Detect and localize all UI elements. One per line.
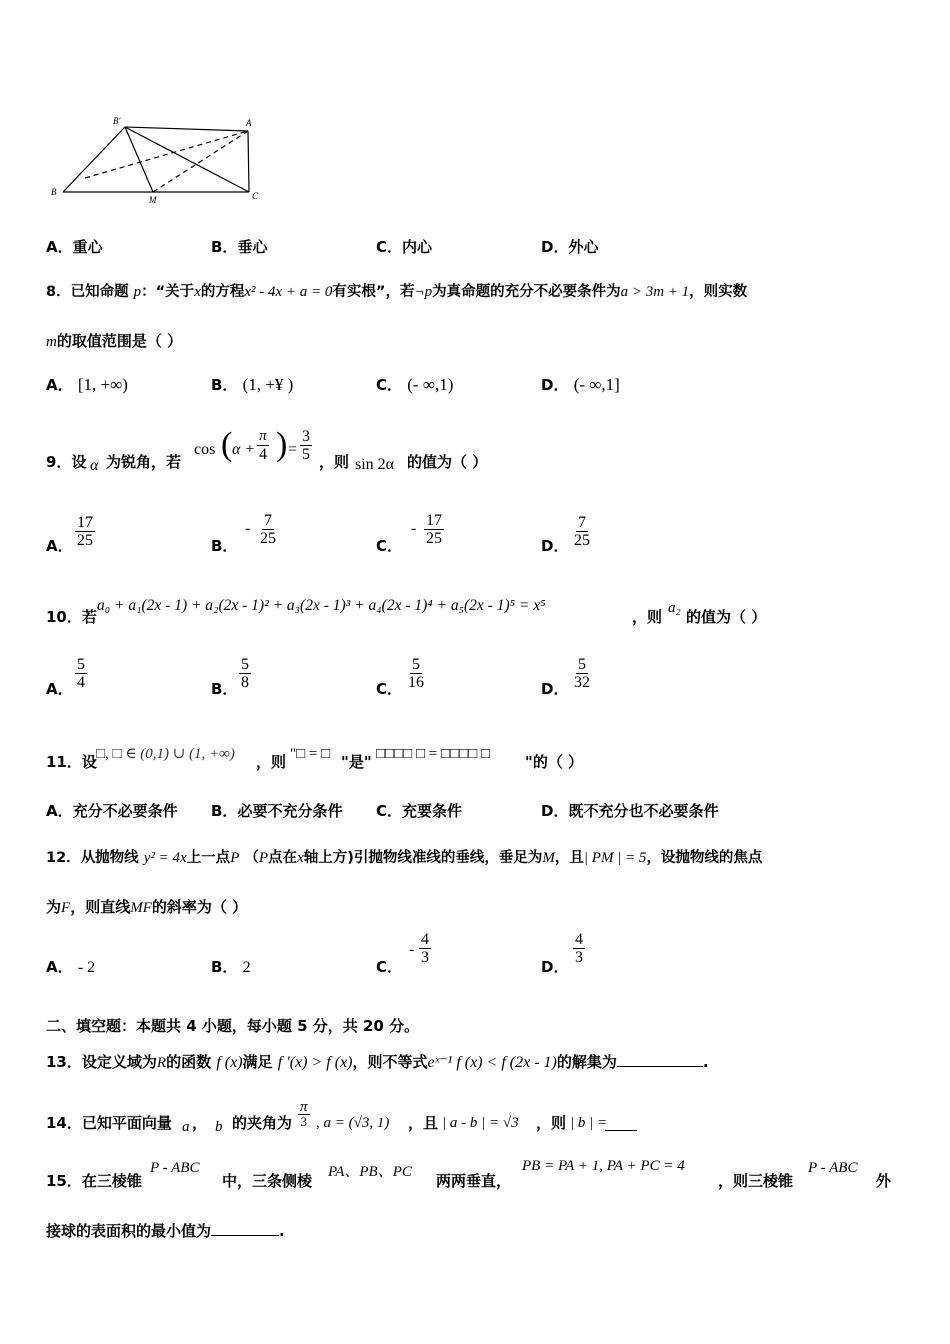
q12-option-c-frac: $\frac{4}{3}$ — [421, 931, 429, 966]
q9-stem: 9．设 — [46, 453, 87, 471]
q8-stem-line2: m的取值范围是（ ） — [46, 332, 183, 350]
q9-option-c-sign: - — [411, 520, 417, 537]
q12-option-a: A． - 2 — [46, 958, 96, 976]
q15-stem-line1: 15．在三棱锥 — [46, 1172, 142, 1190]
section-2-title: 二、填空题：本题共 4 小题，每小题 5 分，共 20 分。 — [46, 1017, 420, 1035]
q12-stem-line1: 12．从抛物线 y² = 4x上一点P （P点在x轴上方)引抛物线准线的垂线，垂足为M，且| PM | = 5，设抛物线的焦点 — [46, 850, 763, 866]
q9-option-c-frac: $\frac{17}{25}$ — [426, 512, 442, 547]
q15-text-edges: 中，三条侧棱 — [222, 1172, 313, 1190]
q14-text-angle: 的夹角为 — [232, 1114, 293, 1132]
label-c: C — [252, 191, 259, 201]
q10-option-d: D． — [541, 680, 569, 698]
q11-option-b: B．必要不充分条件 — [211, 802, 343, 820]
q10-option-a-frac: $\frac{5}{4}$ — [77, 656, 85, 691]
q11-option-c: C．充要条件 — [376, 802, 463, 820]
q11-option-a: A．充分不必要条件 — [46, 802, 178, 820]
q14-pi-over-3: $\frac{\pi}{3}$ — [300, 1099, 308, 1129]
segment-bprime-b — [63, 127, 125, 192]
q10-option-c-frac: $\frac{5}{16}$ — [408, 656, 424, 691]
q14-blank — [605, 1130, 637, 1131]
q15-pabc: P - ABC — [150, 1160, 200, 1176]
q7-option-b: B．垂心 — [211, 238, 268, 256]
q14-cond: | a - b | = √3 — [442, 1115, 519, 1131]
q9-alpha: α — [90, 457, 99, 474]
q9-text-then: ，则 — [319, 453, 350, 471]
q8-option-c: C． (- ∞,1) — [376, 375, 454, 394]
q15-text-then: ，则三棱锥 — [718, 1172, 794, 1190]
q14-comma: ， — [192, 1114, 208, 1132]
q11-cond2: □□□□ □ = □□□□ □ — [376, 746, 491, 762]
q14-a: a — [182, 1119, 190, 1135]
segment-bprime-c — [125, 127, 249, 192]
q9-text-acute: 为锐角，若 — [106, 453, 182, 471]
segment-m-a-dashed — [153, 131, 248, 192]
q14-stem-part1: 14．已知平面向量 — [46, 1114, 172, 1132]
q15-text-perp: 两两垂直， — [436, 1172, 512, 1190]
q9-option-b: B． — [211, 537, 238, 555]
q9-option-a: A． — [46, 537, 73, 555]
label-b: B — [51, 187, 57, 197]
q8-option-b: B． (1, +¥ ) — [211, 375, 294, 394]
q9-option-c: C． — [376, 537, 403, 555]
q15-edges: PA、PB、PC — [328, 1164, 412, 1180]
q9-option-b-frac: $\frac{7}{25}$ — [260, 512, 276, 547]
q9-option-b-sign: - — [245, 520, 251, 537]
q9-option-a-frac: $\frac{17}{25}$ — [77, 514, 93, 549]
q10-text-value: 的值为（ ） — [686, 608, 767, 626]
q14-answer: | b | = — [570, 1115, 608, 1131]
segment-b-a-dashed — [85, 131, 248, 178]
q14-text-then: ，则 — [536, 1114, 567, 1132]
q12-option-c-sign: - — [409, 941, 415, 958]
q15-text-outer: 外 — [876, 1172, 892, 1190]
q10-option-a: A． — [46, 680, 73, 698]
q9-lparen: ( — [221, 426, 233, 463]
q12-option-d: D． — [541, 958, 569, 976]
q9-rparen: ) — [276, 426, 288, 463]
q15-stem-line2: 接球的表面积的最小值为 . — [46, 1222, 285, 1240]
q8-option-d: D． (- ∞,1] — [541, 375, 620, 394]
q9-option-d-frac: $\frac{7}{25}$ — [574, 514, 590, 549]
q11-option-d: D．既不充分也不必要条件 — [541, 802, 719, 820]
q11-set: □, □ ∈ (0,1) ∪ (1, +∞) — [96, 746, 235, 762]
q9-pi-over-4: $\frac{\pi}{4}$ — [259, 428, 267, 463]
q11-cond1: "□ = □ — [290, 746, 331, 762]
q9-three-fifths: $\frac{3}{5}$ — [302, 428, 310, 463]
q15-pabc2: P - ABC — [808, 1160, 858, 1176]
q14-avec: , a = (√3, 1) — [316, 1115, 390, 1131]
q10-text-then: ，则 — [632, 608, 663, 626]
q9-cos: cos — [194, 441, 216, 458]
q7-option-a: A．重心 — [46, 238, 103, 256]
q10-option-c: C． — [376, 680, 403, 698]
q10-option-b: B． — [211, 680, 238, 698]
q12-option-c: C． — [376, 958, 403, 976]
q8-stem-line1: 8．已知命题 p：“关于x的方程x² - 4x + a = 0有实根”，若¬p为真命题的充分不必要条件为a > 3m + 1，则实数 — [46, 284, 748, 300]
q7-option-d: D．外心 — [541, 238, 599, 256]
q11-text-then: ，则 — [256, 753, 287, 771]
q11-text-of: "的（ ） — [525, 753, 584, 771]
q7-option-c: C．内心 — [376, 238, 433, 256]
q12-option-b: B． 2 — [211, 958, 251, 976]
q9-arg: α + — [232, 441, 256, 458]
q14-b: b — [215, 1119, 223, 1135]
q11-text-is: "是" — [341, 753, 372, 771]
q12-stem-line2: 为F，则直线MF的斜率为（ ） — [46, 898, 248, 916]
q14-text-and: ，且 — [408, 1114, 439, 1132]
label-bprime: B' — [113, 116, 121, 126]
q10-a2: a₂ — [668, 600, 681, 616]
q8-option-a: A． [1, +∞) — [46, 375, 128, 394]
segment-bprime-a — [125, 127, 248, 131]
q13-stem: 13．设定义域为R的函数 f (x)满足 f ′(x) > f (x)，则不等式eˣ⁻¹ f (x) < f (2x - 1)的解集为 . — [46, 1053, 709, 1071]
geometry-figure — [45, 110, 275, 208]
q12-option-d-frac: $\frac{4}{3}$ — [575, 931, 583, 966]
q9-sin: sin 2α — [355, 456, 395, 473]
label-a: A — [246, 118, 252, 128]
q10-option-d-frac: $\frac{5}{32}$ — [574, 656, 590, 691]
segment-a-c — [248, 131, 249, 192]
q10-stem: 10．若 — [46, 608, 97, 626]
q9-equals: = — [288, 441, 298, 458]
q10-expression: a₀ + a₁(2x - 1) + a₂(2x - 1)² + a₃(2x - 1)³ + a₄(2x - 1)⁴ + a₅(2x - 1)⁵ = x⁵ — [97, 597, 546, 614]
q9-option-d: D． — [541, 537, 569, 555]
q15-cond: PB = PA + 1, PA + PC = 4 — [522, 1158, 685, 1174]
q11-stem: 11．设 — [46, 753, 97, 771]
q10-option-b-frac: $\frac{5}{8}$ — [241, 656, 249, 691]
q9-text-value: 的值为（ ） — [407, 453, 488, 471]
label-m: M — [149, 195, 157, 205]
